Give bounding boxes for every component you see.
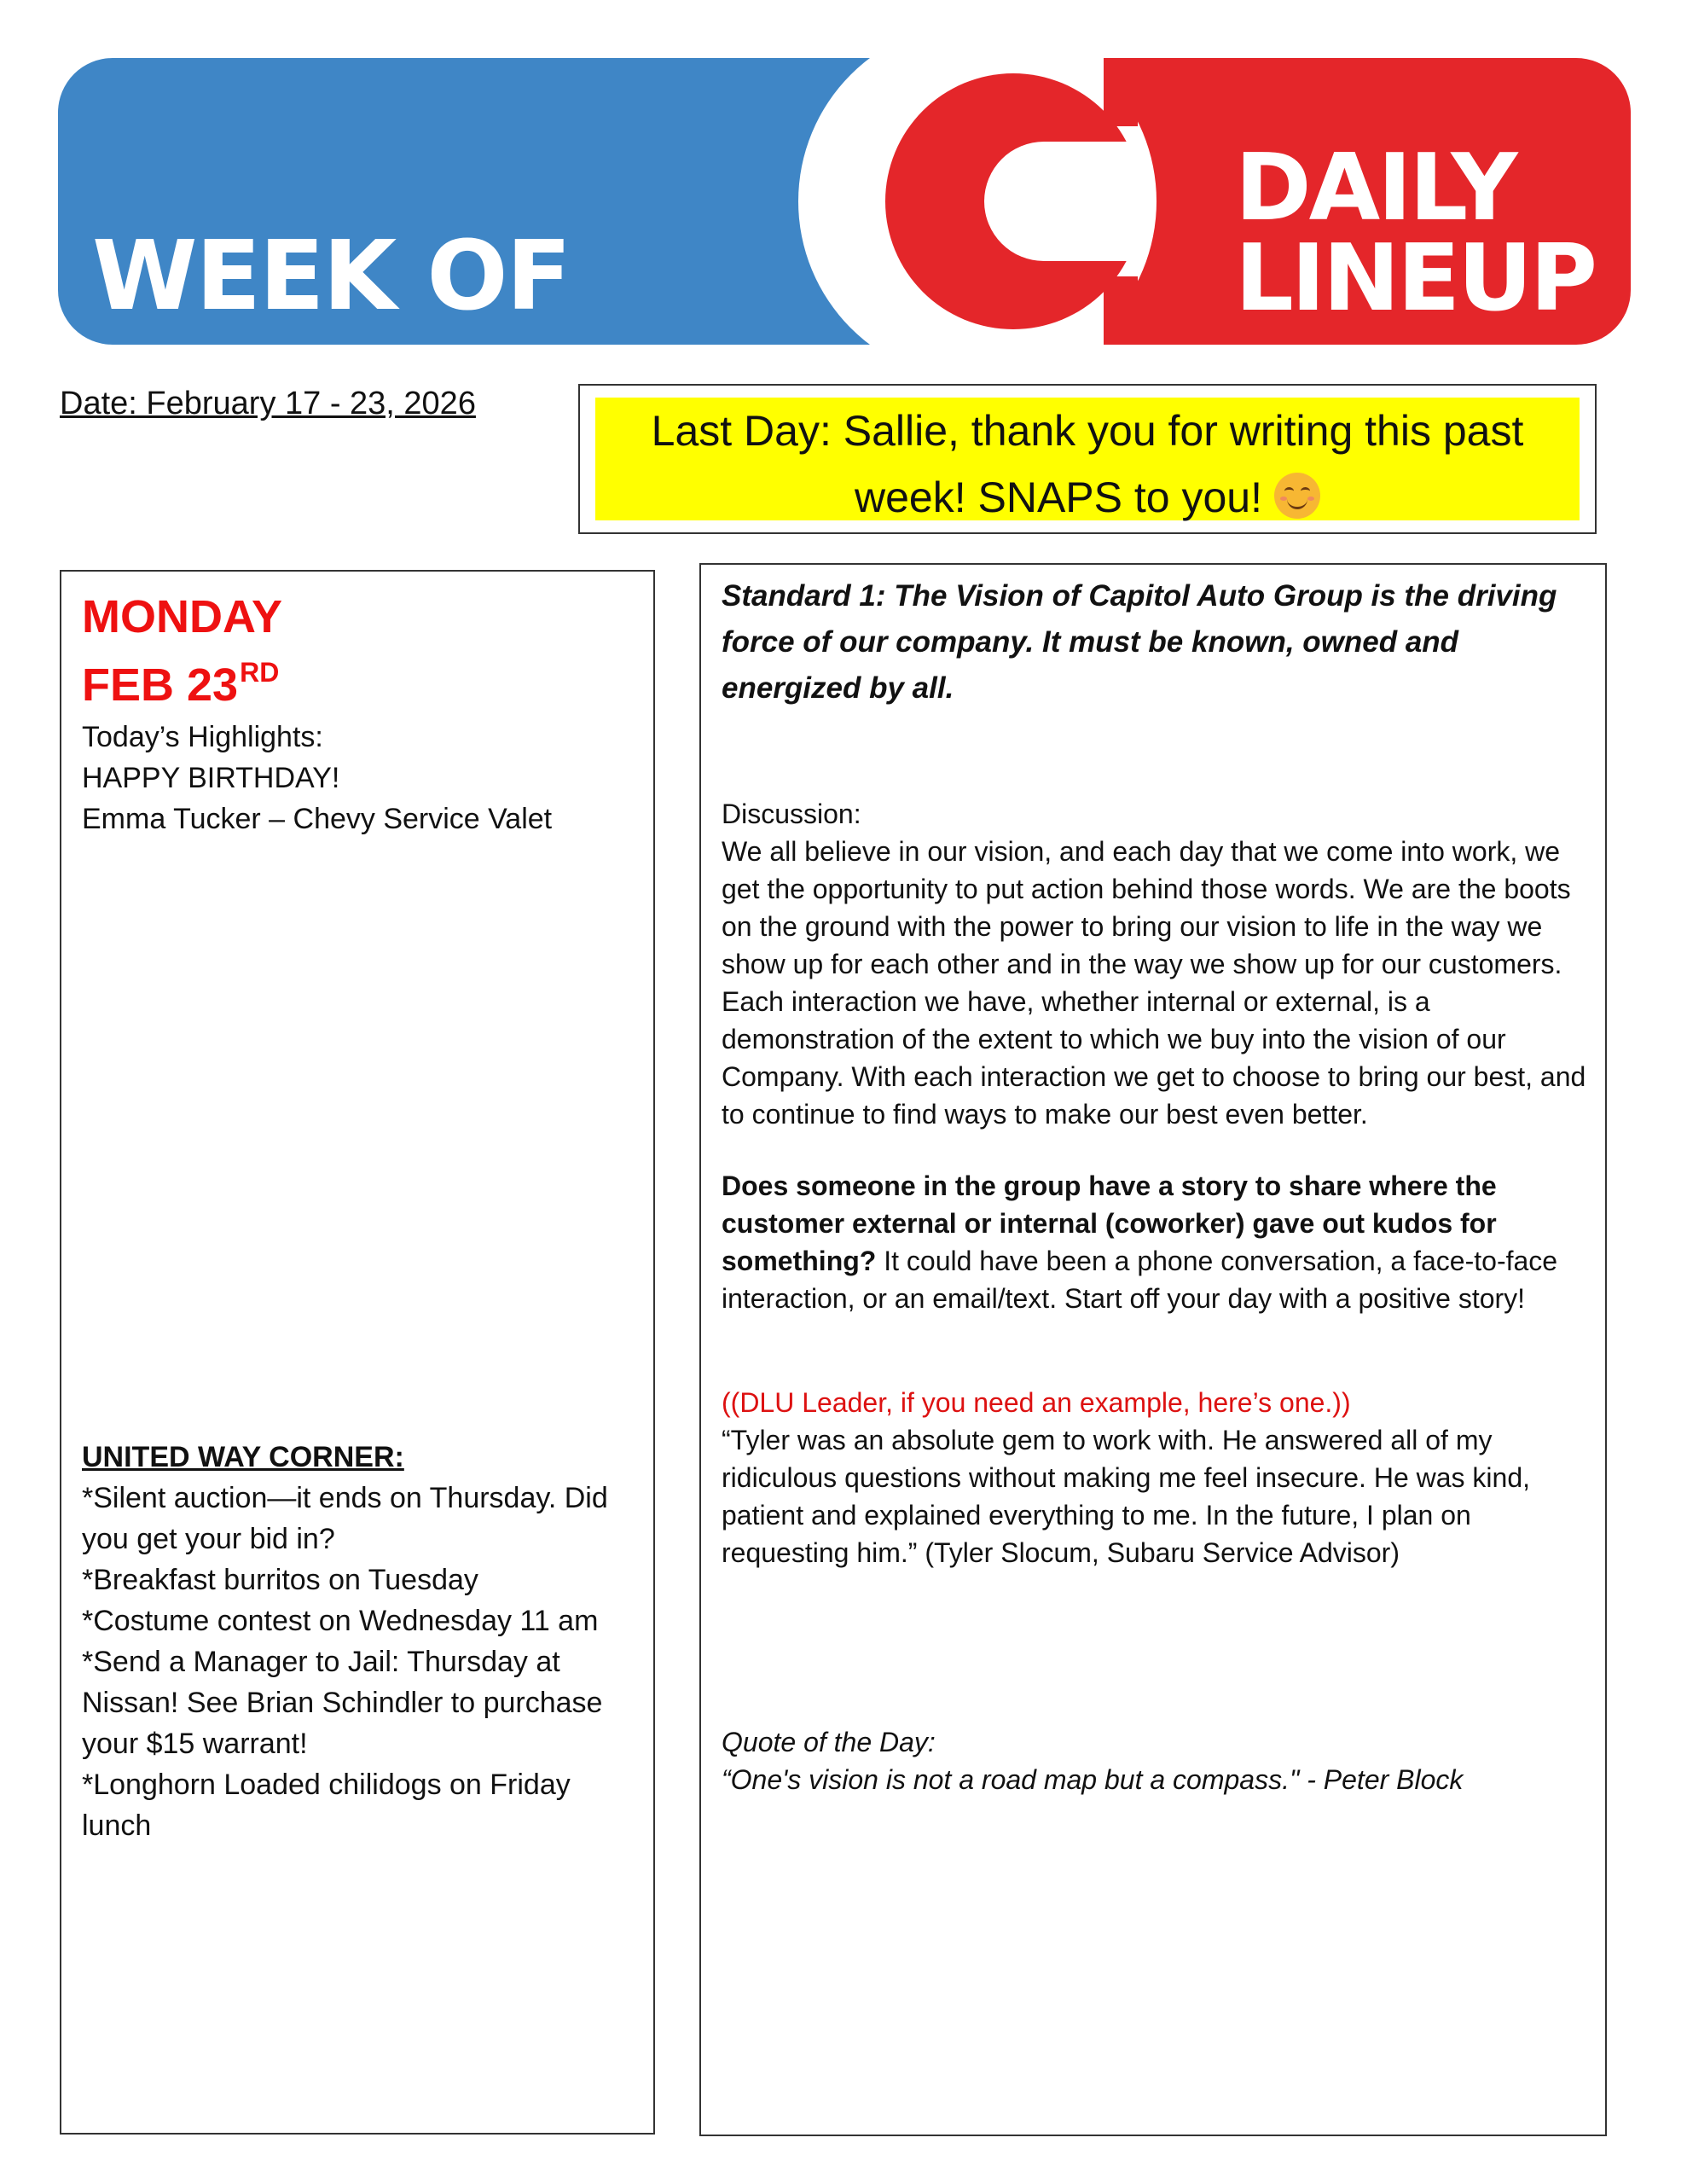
lineup-word: LINEUP <box>1235 224 1596 332</box>
last-day-line-1: Last Day: Sallie, thank you for writing this past <box>651 407 1524 455</box>
last-day-highlight <box>595 398 1580 520</box>
united-way-item: *Costume contest on Wednesday 11 am <box>82 1605 599 1637</box>
united-way-title: UNITED WAY CORNER: <box>82 1441 404 1473</box>
example-section <box>722 1384 1591 1571</box>
discussion-section <box>722 795 1591 1133</box>
birthday-heading: HAPPY BIRTHDAY! <box>82 762 340 794</box>
day-date-text: FEB 23 <box>82 659 239 711</box>
quote-text: “One's vision is not a road map but a compass." - Peter Block <box>722 1764 1464 1795</box>
standard-statement: Standard 1: The Vision of Capitol Auto Group is the driving force of our company. It must be known, owned and energized by all. <box>722 579 1557 705</box>
question-rest-text: It could have been a phone conversation, a face-to-face interaction, or an email/text. Start off your day with a positive story! <box>722 1246 1558 1314</box>
daily-lineup-heading <box>1235 135 1596 332</box>
daily-highlights-panel <box>60 570 655 2135</box>
example-label: ((DLU Leader, if you need an example, here’s one.)) <box>722 1387 1351 1418</box>
day-date <box>82 657 280 711</box>
highlights-label: Today’s Highlights: <box>82 721 323 753</box>
last-day-callout <box>578 384 1597 534</box>
date-range: Date: February 17 - 23, 2026 <box>60 386 476 421</box>
todays-highlights <box>82 717 636 839</box>
question-bold-text: Does someone in the group have a story to share where the customer external or internal (coworker) gave out kudos for something? <box>722 1170 1497 1276</box>
daily-word: DAILY <box>1235 135 1516 241</box>
birthday-person: Emma Tucker – Chevy Service Valet <box>82 803 553 835</box>
united-way-corner <box>82 1437 645 1846</box>
last-day-line-2 <box>595 464 1580 531</box>
example-quote: “Tyler was an absolute gem to work with. He answered all of my ridiculous questions without making me feel insecure. He was kind, patient and explained everything to me. In the future, I plan on requesting him.” (Tyler Slocum, Subaru Service Advisor) <box>722 1425 1531 1568</box>
last-day-line-2-text: week! SNAPS to you! <box>854 473 1262 521</box>
day-date-suffix: RD <box>240 657 280 688</box>
quote-of-the-day <box>722 1723 1591 1798</box>
united-way-item: *Send a Manager to Jail: Thursday at Nissan! See Brian Schindler to purchase your $15 warrant! <box>82 1646 603 1760</box>
discussion-text: We all believe in our vision, and each day that we come into work, we get the opportunity to put action behind those words. We are the boots on the ground with the power to bring our vision to life in the way we show up for each other and in the way we show up for our customers. Each interaction we have, whether internal or external, is a demonstration of the extent to which we buy into the vision of our Company. With each interaction we get to choose to bring our best, and to continue to find ways to make our best even better. <box>722 836 1586 1130</box>
week-of-heading: WEEK OF <box>92 221 571 332</box>
united-way-item: *Longhorn Loaded chilidogs on Friday lunch <box>82 1769 571 1842</box>
smiling-face-icon <box>1274 473 1320 519</box>
day-name: MONDAY <box>82 591 283 642</box>
united-way-item: *Silent auction—it ends on Thursday. Did you get your bid in? <box>82 1482 608 1555</box>
standard-discussion-panel <box>699 563 1607 2136</box>
united-way-item: *Breakfast burritos on Tuesday <box>82 1564 478 1596</box>
quote-label: Quote of the Day: <box>722 1727 936 1757</box>
discussion-question <box>722 1167 1591 1317</box>
discussion-label: Discussion: <box>722 799 861 829</box>
